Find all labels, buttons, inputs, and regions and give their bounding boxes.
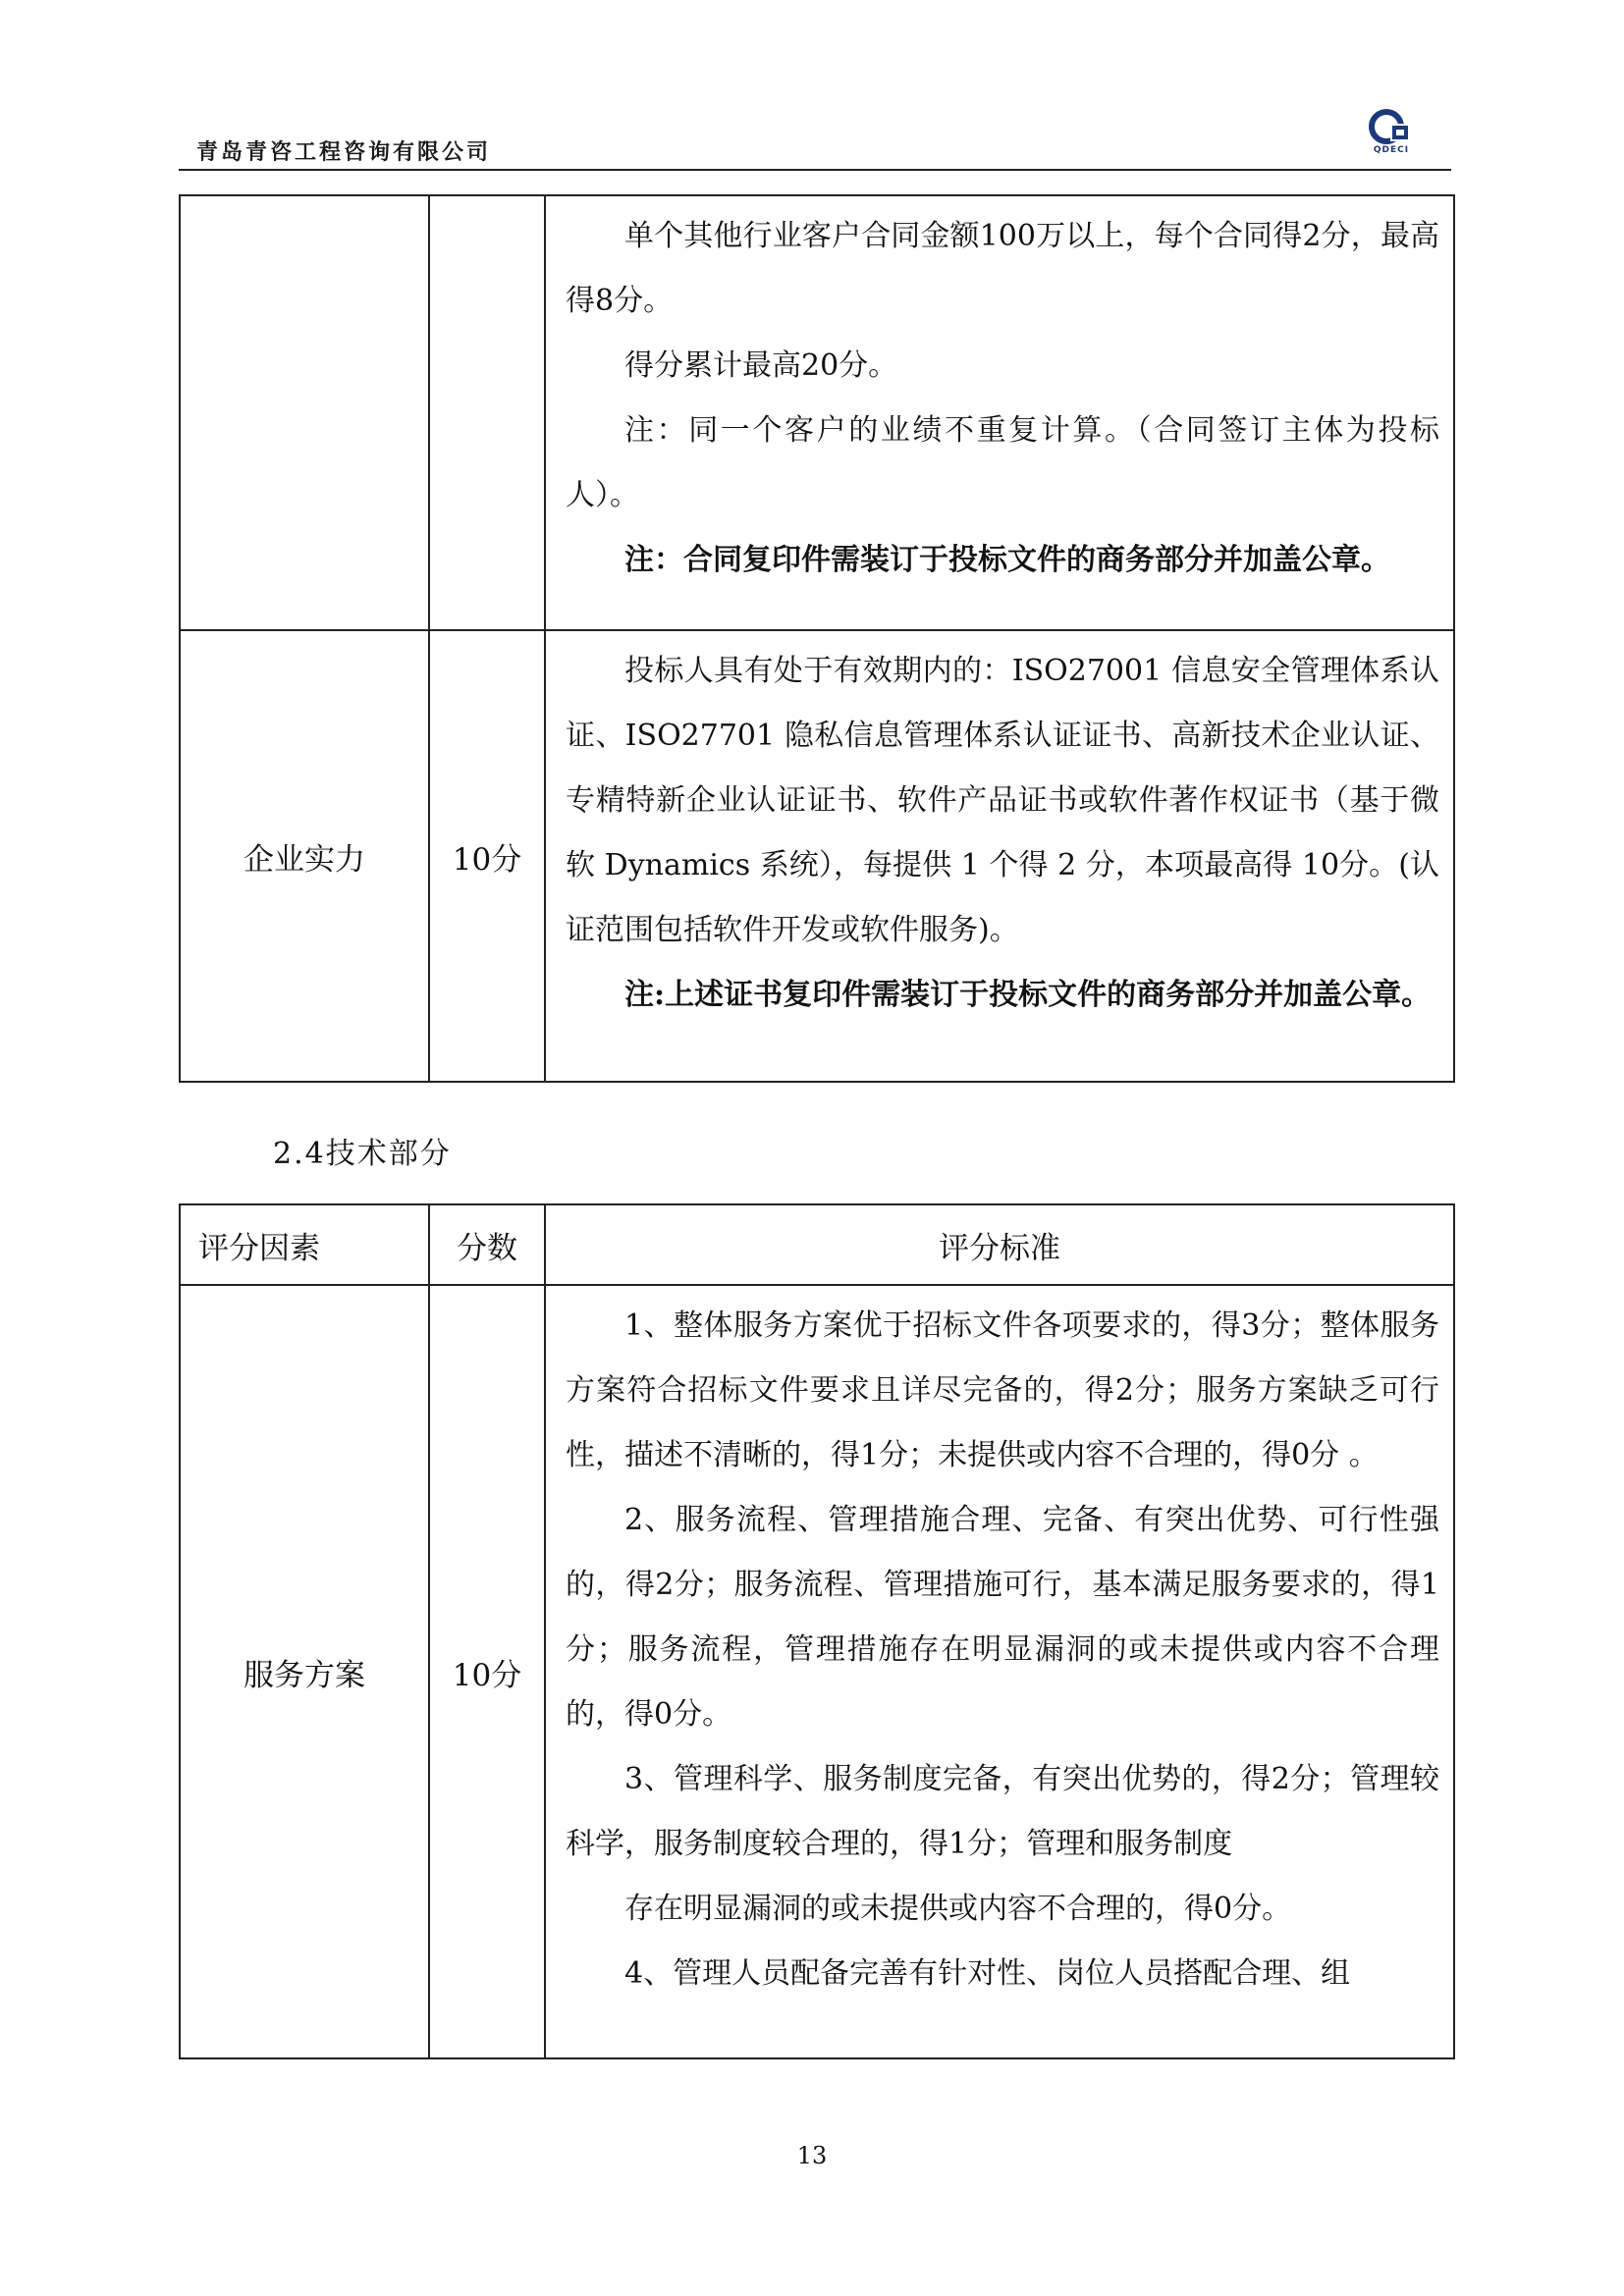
criteria-paragraph: 4、管理人员配备完善有针对性、岗位人员搭配合理、组 <box>624 1956 1351 1991</box>
header-factor: 评分因素 <box>180 1204 429 1285</box>
logo-icon <box>1365 108 1418 147</box>
header-criteria: 评分标准 <box>545 1204 1454 1285</box>
bold-note: 注:上述证书复印件需装订于投标文件的商务部分并加盖公章。 <box>624 978 1432 1012</box>
page-number: 13 <box>796 2142 828 2169</box>
score-cell: 10分 <box>429 1285 545 2058</box>
factor-cell: 服务方案 <box>180 1285 429 2058</box>
criteria-paragraph: 单个其他行业客户合同金额100万以上，每个合同得2分，最高得8分。 <box>566 219 1439 318</box>
table-row <box>180 1285 1454 2058</box>
table-row <box>180 630 1454 1082</box>
bold-note: 注：合同复印件需装订于投标文件的商务部分并加盖公章。 <box>624 543 1390 577</box>
criteria-cell <box>545 195 1454 630</box>
criteria-paragraph: 得分累计最高20分。 <box>624 348 898 383</box>
criteria-paragraph: 注：同一个客户的业绩不重复计算。（合同签订主体为投标人）。 <box>566 413 1439 512</box>
factor-cell: 企业实力 <box>180 630 429 1082</box>
table-row <box>180 195 1454 630</box>
logo-text: QDECI <box>1373 145 1410 155</box>
business-scoring-table <box>179 194 1455 1083</box>
factor-cell <box>180 195 429 630</box>
criteria-paragraph: 3、管理科学、服务制度完备，有突出优势的，得2分；管理较科学，服务制度较合理的，得1分；管理和服务制度 <box>566 1762 1439 1861</box>
table-header-row <box>180 1204 1454 1285</box>
company-logo <box>1365 108 1418 163</box>
score-cell <box>429 195 545 630</box>
criteria-paragraph: 投标人具有处于有效期内的：ISO27001 信息安全管理体系认证、ISO27701 隐私信息管理体系认证证书、高新技术企业认证、专精特新企业认证证书、软件产品证书或软件著作权证书（基于微软 Dynamics 系统），每提供 1 个得 2 分，本项最高得 10分。(认证范围包括软件开发或软件服务)。 <box>566 654 1439 947</box>
score-cell: 10分 <box>429 630 545 1082</box>
technical-scoring-table <box>179 1203 1455 2059</box>
criteria-cell <box>545 1285 1454 2058</box>
header-divider <box>179 169 1451 171</box>
criteria-cell <box>545 630 1454 1082</box>
header-score: 分数 <box>429 1204 545 1285</box>
criteria-paragraph: 存在明显漏洞的或未提供或内容不合理的，得0分。 <box>624 1892 1292 1926</box>
criteria-paragraph: 2、服务流程、管理措施合理、完备、有突出优势、可行性强的，得2分；服务流程、管理措施可行，基本满足服务要求的，得1分；服务流程，管理措施存在明显漏洞的或未提供或内容不合理的，得0分。 <box>566 1503 1439 1732</box>
section-heading: 2.4技术部分 <box>273 1137 452 1171</box>
company-name: 青岛青咨工程咨询有限公司 <box>196 140 492 165</box>
criteria-paragraph: 1、整体服务方案优于招标文件各项要求的，得3分；整体服务方案符合招标文件要求且详尽完备的，得2分；服务方案缺乏可行性，描述不清晰的，得1分；未提供或内容不合理的，得0分 。 <box>566 1308 1439 1472</box>
